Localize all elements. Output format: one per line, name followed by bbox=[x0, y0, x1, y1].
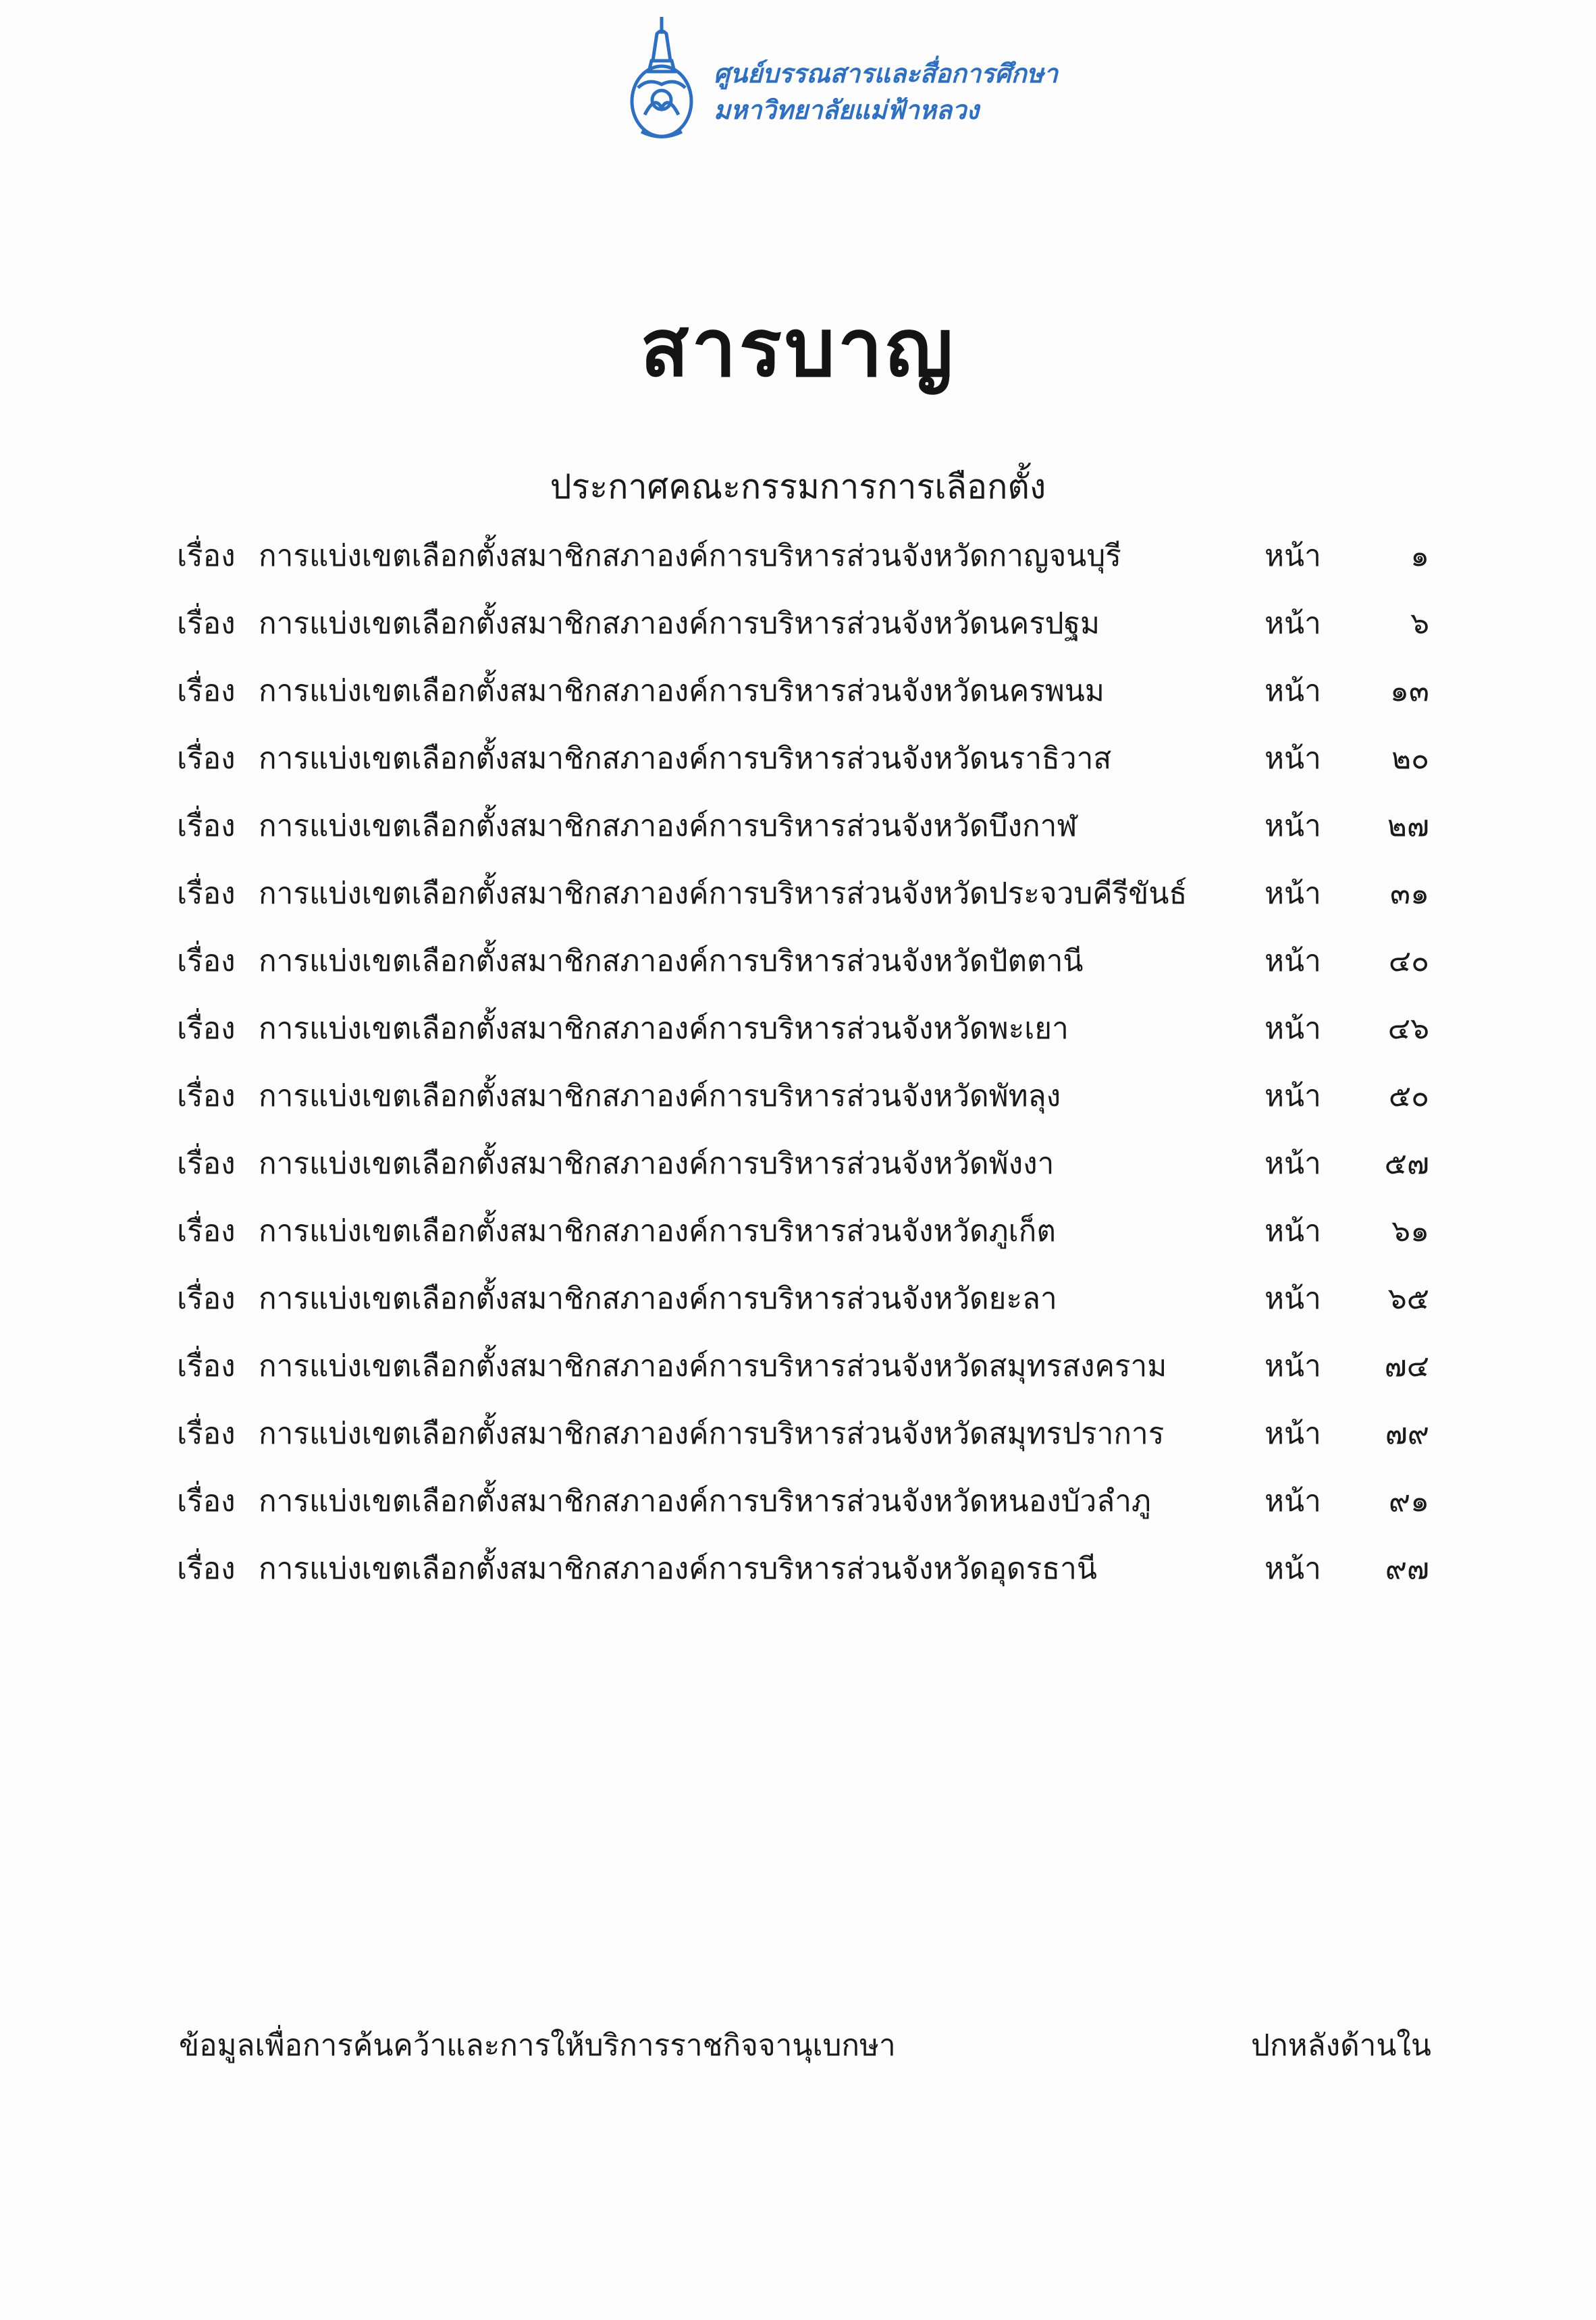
entry-description: การแบ่งเขตเลือกตั้งสมาชิกสภาองค์การบริหารส่วนจังหวัดสมุทรสงคราม bbox=[259, 1349, 1167, 1383]
toc-entry bbox=[0, 795, 1596, 863]
entry-topic-label: เรื่อง bbox=[177, 1079, 236, 1113]
entry-description: การแบ่งเขตเลือกตั้งสมาชิกสภาองค์การบริหารส่วนจังหวัดนครปฐม bbox=[259, 606, 1100, 641]
entry-description: การแบ่งเขตเลือกตั้งสมาชิกสภาองค์การบริหารส่วนจังหวัดบึงกาฬ bbox=[259, 809, 1078, 843]
toc-entry bbox=[0, 728, 1596, 795]
entry-page-label: หน้า bbox=[1265, 1146, 1321, 1181]
entry-page-label: หน้า bbox=[1265, 1282, 1321, 1316]
section-heading: ประกาศคณะกรรมการการเลือกตั้ง bbox=[550, 467, 1046, 506]
footer-source-note: ข้อมูลเพื่อการค้นคว้าและการให้บริการราชกิจจานุเบกษา bbox=[179, 2028, 896, 2063]
entry-description: การแบ่งเขตเลือกตั้งสมาชิกสภาองค์การบริหารส่วนจังหวัดหนองบัวลำภู bbox=[259, 1484, 1151, 1519]
entry-page-number: ๒๐ bbox=[1391, 741, 1429, 776]
entry-topic-label: เรื่อง bbox=[177, 1146, 236, 1181]
stamp-line-1: ศูนย์บรรณสารและสื่อการศึกษา bbox=[714, 59, 1058, 88]
entry-page-number: ๑ bbox=[1410, 539, 1429, 573]
entry-page-label: หน้า bbox=[1265, 876, 1321, 911]
entry-topic-label: เรื่อง bbox=[177, 1417, 236, 1451]
entry-page-label: หน้า bbox=[1265, 1079, 1321, 1113]
entry-topic-label: เรื่อง bbox=[177, 539, 236, 573]
entry-page-number: ๕๗ bbox=[1384, 1146, 1429, 1181]
entry-description: การแบ่งเขตเลือกตั้งสมาชิกสภาองค์การบริหารส่วนจังหวัดพัทลุง bbox=[259, 1079, 1061, 1113]
entry-page-number: ๙๗ bbox=[1385, 1552, 1429, 1586]
footer-page-position: ปกหลังด้านใน bbox=[1251, 2028, 1431, 2063]
entry-page-label: หน้า bbox=[1265, 606, 1321, 641]
page-title: สารบาญ bbox=[640, 300, 956, 394]
entry-description: การแบ่งเขตเลือกตั้งสมาชิกสภาองค์การบริหารส่วนจังหวัดประจวบคีรีขันธ์ bbox=[259, 876, 1188, 911]
entry-topic-label: เรื่อง bbox=[177, 876, 236, 911]
entry-topic-label: เรื่อง bbox=[177, 1282, 236, 1316]
entry-page-number: ๕๐ bbox=[1388, 1079, 1429, 1113]
university-emblem-icon bbox=[618, 14, 706, 142]
entry-page-label: หน้า bbox=[1265, 674, 1321, 708]
entry-topic-label: เรื่อง bbox=[177, 606, 236, 641]
entry-page-number: ๖๑ bbox=[1391, 1214, 1429, 1248]
entry-page-label: หน้า bbox=[1265, 1552, 1321, 1586]
toc-entry bbox=[0, 593, 1596, 660]
entry-page-label: หน้า bbox=[1265, 539, 1321, 573]
entry-topic-label: เรื่อง bbox=[177, 674, 236, 708]
entry-page-number: ๖๕ bbox=[1387, 1282, 1429, 1316]
entry-description: การแบ่งเขตเลือกตั้งสมาชิกสภาองค์การบริหารส่วนจังหวัดภูเก็ต bbox=[259, 1214, 1056, 1248]
entry-topic-label: เรื่อง bbox=[177, 944, 236, 978]
entry-page-number: ๗๔ bbox=[1384, 1349, 1429, 1383]
toc-entry bbox=[0, 930, 1596, 998]
entry-page-number: ๗๙ bbox=[1385, 1417, 1429, 1451]
entry-description: การแบ่งเขตเลือกตั้งสมาชิกสภาองค์การบริหารส่วนจังหวัดปัตตานี bbox=[259, 944, 1084, 978]
toc-entry bbox=[0, 1403, 1596, 1471]
toc-entry bbox=[0, 1065, 1596, 1133]
toc-entry bbox=[0, 998, 1596, 1065]
toc-entry bbox=[0, 525, 1596, 593]
entry-description: การแบ่งเขตเลือกตั้งสมาชิกสภาองค์การบริหารส่วนจังหวัดกาญจนบุรี bbox=[259, 539, 1121, 573]
toc-entry bbox=[0, 863, 1596, 930]
toc-entry bbox=[0, 1471, 1596, 1538]
entry-page-number: ๓๑ bbox=[1389, 876, 1429, 911]
toc-entry bbox=[0, 1538, 1596, 1606]
entry-page-label: หน้า bbox=[1265, 1011, 1321, 1046]
entry-page-label: หน้า bbox=[1265, 1214, 1321, 1248]
entry-page-label: หน้า bbox=[1265, 809, 1321, 843]
entry-page-number: ๑๓ bbox=[1389, 674, 1429, 708]
library-stamp bbox=[618, 14, 1090, 149]
entry-page-number: ๔๐ bbox=[1388, 944, 1429, 978]
entry-topic-label: เรื่อง bbox=[177, 1552, 236, 1586]
entry-page-number: ๒๗ bbox=[1387, 809, 1429, 843]
entry-topic-label: เรื่อง bbox=[177, 809, 236, 843]
entry-topic-label: เรื่อง bbox=[177, 1011, 236, 1046]
toc-entry bbox=[0, 1268, 1596, 1336]
entry-description: การแบ่งเขตเลือกตั้งสมาชิกสภาองค์การบริหารส่วนจังหวัดยะลา bbox=[259, 1282, 1057, 1316]
toc-entry bbox=[0, 1133, 1596, 1201]
toc-entry bbox=[0, 660, 1596, 728]
entry-description: การแบ่งเขตเลือกตั้งสมาชิกสภาองค์การบริหารส่วนจังหวัดอุดรธานี bbox=[259, 1552, 1097, 1586]
entry-page-label: หน้า bbox=[1265, 944, 1321, 978]
entry-description: การแบ่งเขตเลือกตั้งสมาชิกสภาองค์การบริหารส่วนจังหวัดนราธิวาส bbox=[259, 741, 1112, 776]
entry-page-number: ๔๖ bbox=[1387, 1011, 1429, 1046]
entry-topic-label: เรื่อง bbox=[177, 1214, 236, 1248]
entry-description: การแบ่งเขตเลือกตั้งสมาชิกสภาองค์การบริหารส่วนจังหวัดนครพนม bbox=[259, 674, 1105, 708]
entry-page-label: หน้า bbox=[1265, 1417, 1321, 1451]
entry-topic-label: เรื่อง bbox=[177, 741, 236, 776]
entry-page-number: ๖ bbox=[1410, 606, 1429, 641]
entry-description: การแบ่งเขตเลือกตั้งสมาชิกสภาองค์การบริหารส่วนจังหวัดพังงา bbox=[259, 1146, 1055, 1181]
entry-page-number: ๙๑ bbox=[1388, 1484, 1429, 1519]
entry-topic-label: เรื่อง bbox=[177, 1484, 236, 1519]
toc-entry bbox=[0, 1201, 1596, 1268]
entry-page-label: หน้า bbox=[1265, 1349, 1321, 1383]
entry-topic-label: เรื่อง bbox=[177, 1349, 236, 1383]
entry-description: การแบ่งเขตเลือกตั้งสมาชิกสภาองค์การบริหารส่วนจังหวัดพะเยา bbox=[259, 1011, 1069, 1046]
stamp-line-2: มหาวิทยาลัยแม่ฟ้าหลวง bbox=[714, 95, 979, 125]
entry-description: การแบ่งเขตเลือกตั้งสมาชิกสภาองค์การบริหารส่วนจังหวัดสมุทรปราการ bbox=[259, 1417, 1165, 1451]
entry-page-label: หน้า bbox=[1265, 1484, 1321, 1519]
toc-entry bbox=[0, 1336, 1596, 1403]
entry-page-label: หน้า bbox=[1265, 741, 1321, 776]
